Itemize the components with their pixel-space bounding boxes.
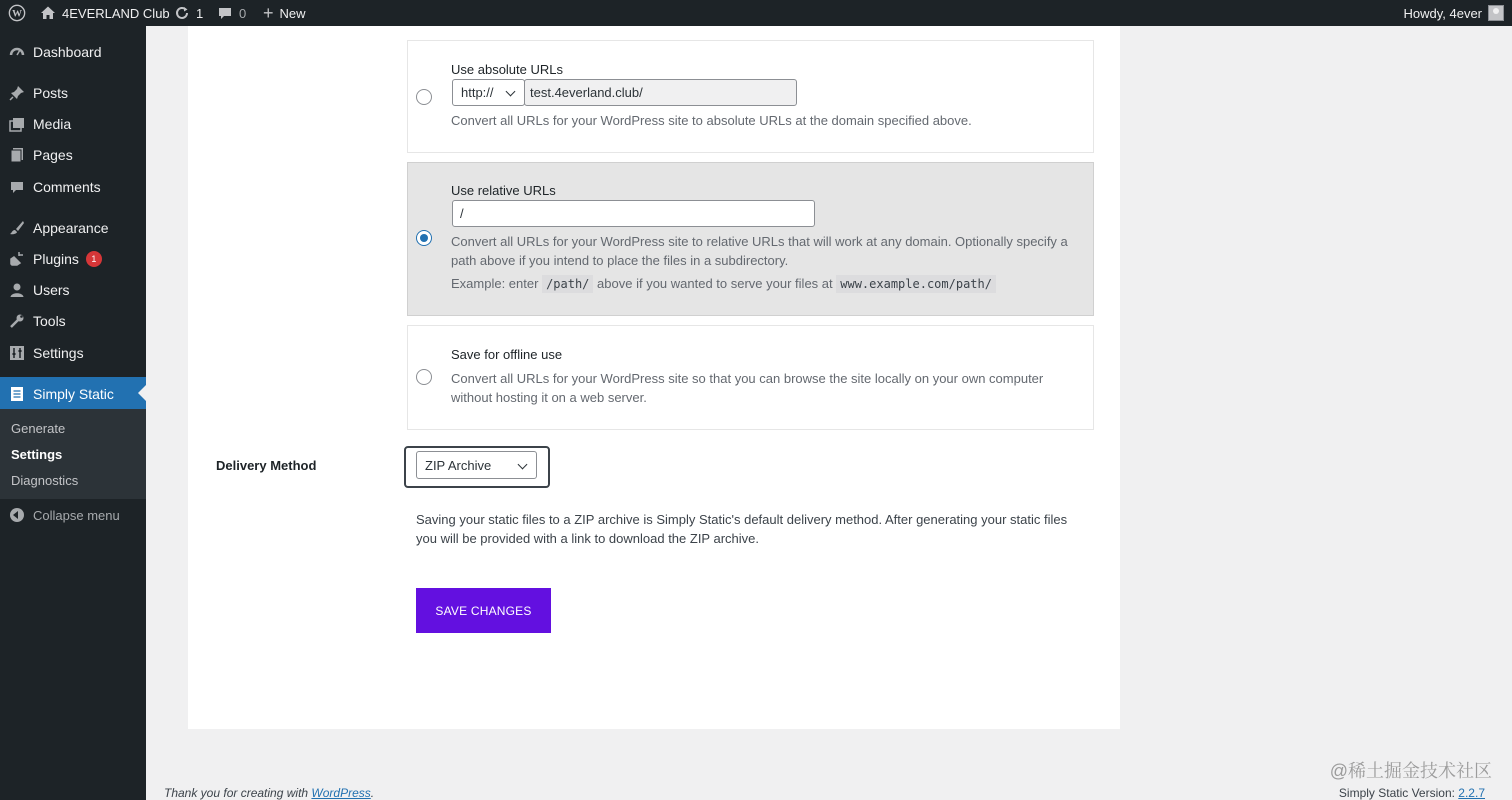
howdy-text: Howdy, 4ever: [1403, 5, 1482, 21]
offline-use-description-line2: without hosting it on a web server.: [451, 390, 647, 405]
settings-icon: [9, 345, 25, 361]
comment-icon: [217, 5, 233, 21]
plugin-icon: [9, 251, 25, 267]
sidebar-item-users[interactable]: Users: [0, 274, 146, 306]
example-path-code: /path/: [542, 275, 593, 293]
delivery-method-select[interactable]: ZIP Archive: [416, 451, 537, 479]
watermark: @稀土掘金技术社区: [1329, 761, 1492, 781]
current-menu-arrow: [138, 385, 146, 401]
delivery-method-description: Saving your static files to a ZIP archive is Simply Static's default delivery method. After generating your static files you will be provided with a link to download the ZIP archive.: [416, 512, 1068, 546]
option-absolute-urls[interactable]: [407, 40, 1094, 153]
site-name-link[interactable]: [40, 0, 170, 26]
offline-use-radio[interactable]: [416, 369, 432, 385]
footer-thanks: Thank you for creating with WordPress.: [164, 786, 375, 800]
submenu-item-generate[interactable]: Generate: [11, 421, 66, 436]
sidebar-item-dashboard[interactable]: Dashboard: [0, 36, 146, 68]
option-relative-urls[interactable]: [407, 162, 1094, 316]
plugins-update-badge: 1: [86, 251, 102, 267]
sidebar-item-tools[interactable]: Tools: [0, 305, 146, 337]
absolute-host-input[interactable]: test.4everland.club/: [524, 79, 797, 106]
site-name: 4EVERLAND Club: [62, 5, 170, 21]
relative-path-input[interactable]: /: [452, 200, 815, 227]
dashboard-icon: [9, 44, 25, 60]
example-url-code: www.example.com/path/: [836, 275, 996, 293]
account-menu[interactable]: [1403, 0, 1504, 26]
absolute-urls-description: Convert all URLs for your WordPress site to absolute URLs at the domain specified above.: [451, 113, 972, 128]
brush-icon: [9, 220, 25, 236]
sidebar-item-pages[interactable]: Pages: [0, 139, 146, 171]
wordpress-logo-icon[interactable]: [8, 0, 26, 26]
sidebar-item-posts[interactable]: Posts: [0, 77, 146, 109]
sidebar-item-simply-static[interactable]: Simply Static: [0, 377, 146, 411]
version-link[interactable]: 2.2.7: [1458, 786, 1485, 800]
collapse-menu-button[interactable]: Collapse menu: [0, 504, 120, 526]
wrench-icon: [9, 313, 25, 329]
offline-use-description-line1: Convert all URLs for your WordPress site so that you can browse the site locally on your own computer: [451, 371, 1044, 386]
url-scheme-select[interactable]: http://: [452, 79, 525, 106]
home-icon: [40, 5, 56, 21]
relative-urls-example: Example: enter /path/ above if you wanted to serve your files at www.example.com/path/: [451, 274, 996, 294]
offline-use-title: Save for offline use: [451, 347, 563, 362]
chevron-down-icon: [518, 460, 528, 470]
avatar: [1488, 5, 1504, 21]
updates-count: 1: [196, 5, 204, 21]
pin-icon: [9, 85, 25, 101]
chevron-down-icon: [506, 87, 516, 97]
new-content-link[interactable]: [263, 0, 306, 26]
admin-bar: [0, 0, 1512, 26]
refresh-icon: [174, 5, 190, 21]
user-icon: [9, 282, 25, 298]
sidebar-item-appearance[interactable]: Appearance: [0, 212, 146, 244]
save-changes-button[interactable]: SAVE CHANGES: [416, 588, 551, 633]
option-offline-use[interactable]: [407, 325, 1094, 430]
new-label: New: [279, 5, 306, 21]
collapse-arrow-icon: [10, 508, 24, 522]
wordpress-link[interactable]: WordPress: [311, 786, 371, 800]
updates-link[interactable]: [174, 0, 203, 26]
absolute-urls-title: Use absolute URLs: [451, 62, 563, 77]
footer-version: Simply Static Version: 2.2.7: [1338, 786, 1485, 800]
comments-link[interactable]: [217, 0, 246, 26]
comments-count: 0: [239, 5, 247, 21]
pages-icon: [9, 147, 25, 163]
relative-urls-description-line1: Convert all URLs for your WordPress site to relative URLs that will work at any domain. Optionally specify a: [451, 234, 1068, 249]
sidebar-item-settings[interactable]: Settings: [0, 337, 146, 369]
relative-urls-radio[interactable]: [416, 230, 432, 246]
sidebar-item-plugins[interactable]: Plugins 1: [0, 243, 146, 275]
relative-urls-description-line2: path above if you intend to place the files in a subdirectory.: [451, 253, 789, 268]
svg-text:W: W: [12, 8, 22, 20]
media-icon: [9, 116, 25, 132]
plus-icon: +: [263, 3, 274, 23]
submenu-item-settings[interactable]: Settings: [11, 447, 63, 462]
simply-static-submenu: [0, 409, 146, 499]
relative-urls-title: Use relative URLs: [451, 183, 556, 198]
sidebar-item-comments[interactable]: Comments: [0, 171, 146, 203]
submenu-item-diagnostics[interactable]: Diagnostics: [11, 473, 79, 488]
document-icon: [9, 386, 25, 402]
absolute-urls-radio[interactable]: [416, 89, 432, 105]
admin-sidebar: [0, 26, 146, 800]
sidebar-item-media[interactable]: Media: [0, 108, 146, 140]
comment-icon: [9, 179, 25, 195]
delivery-method-label: Delivery Method: [216, 458, 317, 473]
